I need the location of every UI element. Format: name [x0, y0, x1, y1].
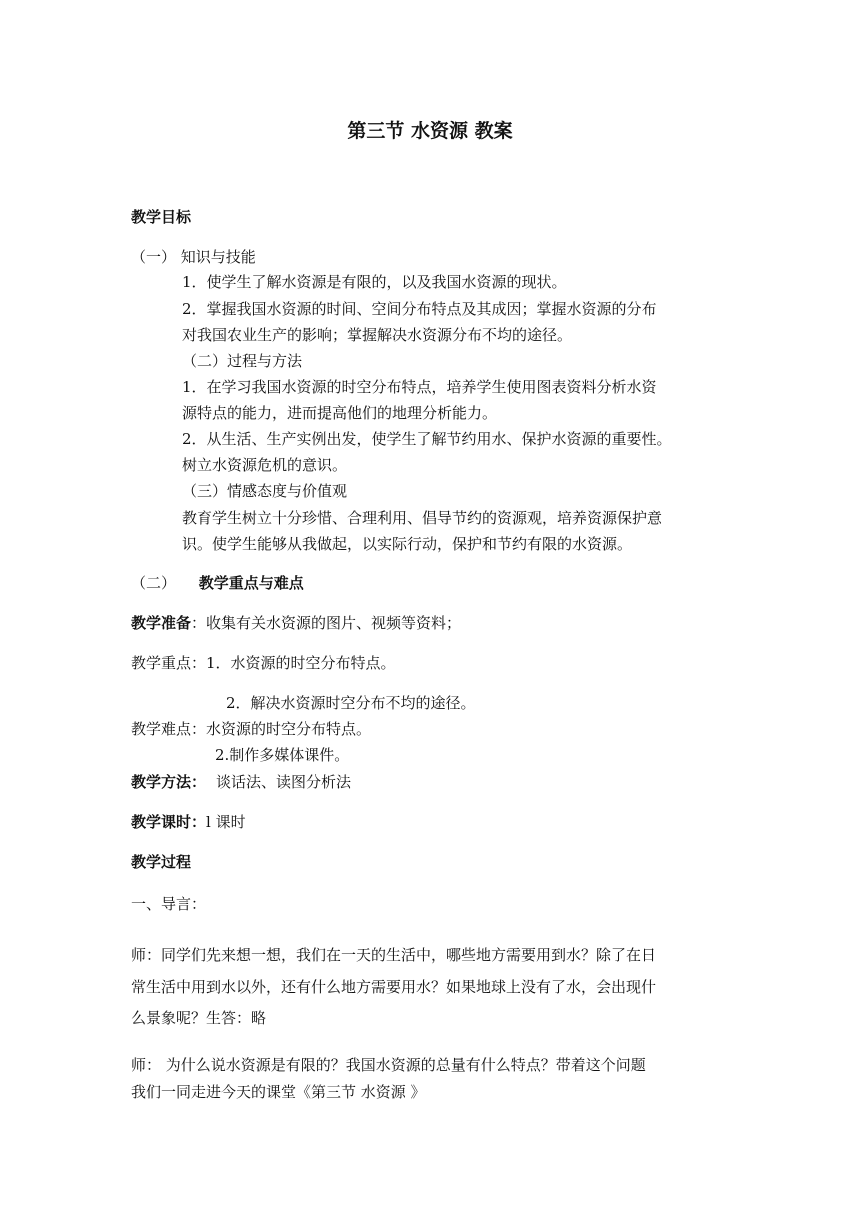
objective-item: 2．掌握我国水资源的时间、空间分布特点及其成因；掌握水资源的分布 [182, 300, 657, 318]
objective-item: 1．使学生了解水资源是有限的，以及我国水资源的现状。 [182, 273, 567, 291]
hours-line [131, 811, 246, 833]
difficulty-line-1: 教学难点：水资源的时空分布特点。 [131, 720, 372, 738]
attitude-text: 教育学生树立十分珍惜、合理利用、倡导节约的资源观，培养资源保护意 [182, 509, 663, 527]
focus-line-1: 教学重点：1．水资源的时空分布特点。 [131, 654, 396, 672]
process-method-heading: （二）过程与方法 [182, 352, 303, 370]
process-heading: 教学过程 [131, 853, 192, 871]
method-text: 谈话法、读图分析法 [216, 773, 352, 791]
method-label: 教学方法： [131, 773, 207, 791]
difficulty-line-2: 2.制作多媒体课件。 [215, 746, 350, 764]
attitude-values-heading: （三）情感态度与价值观 [182, 482, 348, 500]
page-title: 第三节 水资源 教案 [347, 120, 513, 142]
paragraph-line: 么景象呢？生答：略 [131, 1009, 267, 1027]
paragraph-line: 师：同学们先来想一想，我们在一天的生活中，哪些地方需要用到水？除了在日 [131, 946, 657, 964]
objective-item: 1．在学习我国水资源的时空分布特点，培养学生使用图表资料分析水资 [182, 378, 657, 396]
key-points-prefix: （二） [131, 574, 177, 592]
key-points-title: 教学重点与难点 [198, 574, 304, 592]
attitude-text-cont: 识。使学生能够从我做起，以实际行动，保护和节约有限的水资源。 [182, 535, 633, 553]
method-line [131, 771, 351, 793]
preparation-line [131, 612, 461, 634]
hours-label: 教学课时： [131, 813, 207, 831]
objective-item: 2．从生活、生产实例出发，使学生了解节约用水、保护水资源的重要性。 [182, 430, 672, 448]
objective-item-cont: 树立水资源危机的意识。 [182, 456, 348, 474]
intro-heading: 一、导言： [131, 895, 207, 913]
preparation-label: 教学准备 [131, 614, 192, 632]
key-points-heading [131, 572, 304, 594]
paragraph-line: 我们一同走进今天的课堂《第三节 水资源 》 [131, 1083, 426, 1101]
hours-text: l 课时 [206, 813, 246, 831]
paragraph-line: 师： 为什么说水资源是有限的？我国水资源的总量有什么特点？带着这个问题 [131, 1056, 646, 1074]
preparation-text: ：收集有关水资源的图片、视频等资料； [191, 614, 462, 632]
knowledge-skills-heading: （一） 知识与技能 [131, 248, 256, 266]
objective-item-cont: 源特点的能力，进而提高他们的地理分析能力。 [182, 404, 498, 422]
focus-line-2: 2．解决水资源时空分布不均的途径。 [226, 694, 476, 712]
objective-item-cont: 对我国农业生产的影响；掌握解决水资源分布不均的途径。 [182, 326, 573, 344]
paragraph-line: 常生活中用到水以外，还有什么地方需要用水？如果地球上没有了水，会出现什 [131, 978, 657, 996]
objectives-heading: 教学目标 [131, 208, 192, 226]
